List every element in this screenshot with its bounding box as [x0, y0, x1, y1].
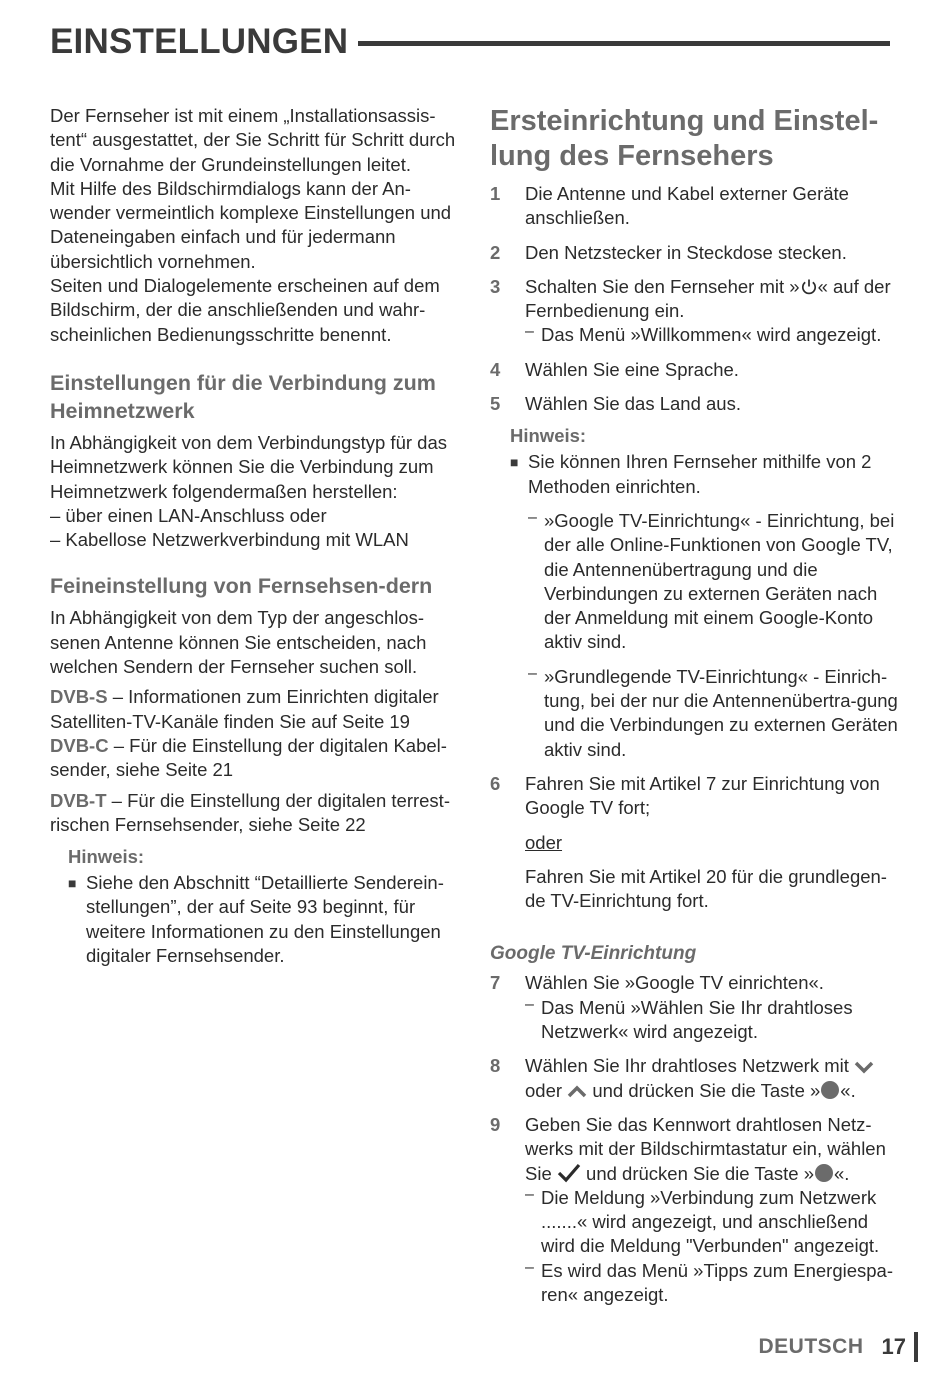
- note-bullet: [510, 450, 902, 499]
- setup-note: [510, 424, 902, 762]
- step-number: 6: [490, 772, 501, 794]
- step-3: [490, 275, 902, 348]
- google-setup-heading: Google TV-Einrichtung: [490, 943, 697, 965]
- dvbt-label: DVB-T: [50, 789, 107, 811]
- step-6: [490, 772, 902, 913]
- header-rule: [358, 41, 890, 46]
- step-number: 3: [490, 275, 501, 297]
- step-text: Wählen Sie »Google TV einrichten«.: [525, 972, 824, 994]
- step-9: [490, 1113, 902, 1307]
- arrow-up-icon: [567, 1084, 587, 1100]
- step-1: [490, 182, 902, 231]
- step-2: [490, 241, 902, 265]
- dvbs-paragraph: [50, 685, 460, 734]
- dvbc-paragraph: [50, 734, 460, 783]
- note-sub-google: – »Google TV-Einrichtung« - Einrichtung, bei der alle Online-Funktionen von Google TV, die Antennenübertragung und die Verbindungen zu externen Geräten nach der Anmeldung mit einem Google-Konto aktiv sind.: [528, 508, 895, 653]
- step-text: Wählen Sie eine Sprache.: [525, 358, 739, 380]
- section-heading-network: Einstellungen für die Verbindung zum Heimnetzwerk: [50, 370, 436, 423]
- footer-language: DEUTSCH: [758, 1335, 864, 1358]
- arrow-down-icon: [854, 1059, 874, 1075]
- step-sub: – Das Menü »Willkommen« wird angezeigt.: [525, 323, 882, 346]
- note-text: Sie können Ihren Fernseher mithilfe von 2 Methoden einrichten.: [528, 451, 872, 497]
- dvbt-paragraph: [50, 789, 460, 838]
- step-number: 1: [490, 183, 501, 204]
- network-item-lan: – über einen LAN-Anschluss oder: [50, 504, 327, 526]
- left-column: [50, 104, 460, 968]
- power-icon: [800, 278, 818, 296]
- step-sub-2: – Es wird das Menü »Tipps zum Energiespa-ren« angezeigt.: [525, 1258, 893, 1305]
- ok-button-icon: [820, 1080, 840, 1100]
- intro-paragraph-1: Der Fernseher ist mit einem „Installationsassis-tent“ ausgestattet, der Sie Schritt für Schritt durch die Vornahme der Grundeinstellungen leitet.: [50, 105, 456, 175]
- step-4: [490, 358, 902, 382]
- page-header: [50, 22, 890, 62]
- step-number: 2: [490, 241, 501, 263]
- dvbc-label: DVB-C: [50, 734, 109, 756]
- section-heading-setup: Ersteinrichtung und Einstel-lung des Fernsehers: [490, 105, 879, 172]
- checkmark-icon: [557, 1163, 581, 1183]
- step-text: Die Antenne und Kabel externer Geräte anschließen.: [525, 183, 849, 229]
- step-sub-1: – Die Meldung »Verbindung zum Netzwerk .......« wird angezeigt, und anschließend wird die Meldung "Verbunden" angezeigt.: [525, 1185, 880, 1257]
- oder-text: oder: [525, 831, 563, 853]
- step-sub: – Das Menü »Wählen Sie Ihr drahtloses Netzwerk« wird angezeigt.: [525, 995, 853, 1043]
- step-number: 4: [490, 358, 501, 380]
- step-7: [490, 971, 902, 1044]
- ok-button-icon: [814, 1163, 834, 1183]
- page-number: 17: [882, 1332, 918, 1362]
- bullet-square-icon: ■: [510, 454, 519, 471]
- intro-paragraph-3: Seiten und Dialogelemente erscheinen auf dem Bildschirm, der die anschließenden und wahr-scheinlichen Bedienungsschritte benennt.: [50, 275, 440, 345]
- intro-paragraph-2: Mit Hilfe des Bildschirmdialogs kann der An-wender vermeintlich komplexe Einstellungen und Dateneingaben einfach und für jedermann übersichtlich vornehmen.: [50, 177, 452, 272]
- step-text: Fahren Sie mit Artikel 7 zur Einrichtung von Google TV fort;: [525, 772, 880, 819]
- dvbt-text: – Für die Einstellung der digitalen terrest-rischen Fernsehsender, siehe Seite 22: [50, 789, 450, 835]
- step-text: Wählen Sie das Land aus.: [525, 393, 741, 415]
- note-bullet: [68, 871, 460, 968]
- step-alt-text: Fahren Sie mit Artikel 20 für die grundlegen-de TV-Einrichtung fort.: [525, 865, 887, 912]
- network-paragraph: In Abhängigkeit von dem Verbindungstyp für das Heimnetzwerk können Sie die Verbindung zum Heimnetzwerk folgendermaßen herstellen:: [50, 431, 447, 502]
- network-item-wlan: – Kabellose Netzwerkverbindung mit WLAN: [50, 529, 409, 551]
- dvbc-text: – Für die Einstellung der digitalen Kabel-sender, siehe Seite 21: [50, 734, 447, 781]
- note-sub-basic: – »Grundlegende TV-Einrichtung« - Einrich-tung, bei der nur die Antennenübertra-gung und die Verbindungen zu externen Geräten aktiv sind.: [528, 664, 898, 760]
- tuning-paragraph: In Abhängigkeit von dem Typ der angeschlos-senen Antenne können Sie entscheiden, nach welchen Sendern der Fernseher suchen soll.: [50, 607, 427, 678]
- dvbs-label: DVB-S: [50, 686, 108, 708]
- step-number: 7: [490, 972, 501, 994]
- step-text: Den Netzstecker in Steckdose stecken.: [525, 241, 847, 263]
- step-text: Schalten Sie den Fernseher mit » « auf der Fernbedienung ein.: [525, 275, 891, 322]
- step-5: [490, 392, 902, 416]
- step-number: 8: [490, 1055, 501, 1077]
- step-8: [490, 1054, 902, 1103]
- right-column: [490, 104, 902, 1307]
- steps-list: [490, 182, 902, 416]
- step-text: Geben Sie das Kennwort drahtlosen Netz-werks mit der Bildschirmtastatur ein, wählen Sie und drücken Sie die Taste » «.: [525, 1113, 886, 1184]
- tuning-note: [68, 845, 460, 968]
- section-heading-tuning: Feineinstellung von Fernsehsen-dern: [50, 574, 433, 599]
- note-title: Hinweis:: [510, 425, 587, 447]
- note-title: Hinweis:: [68, 846, 145, 868]
- step-number: 9: [490, 1113, 501, 1135]
- note-text: Siehe den Abschnitt “Detaillierte Senderein-stellungen”, der auf Seite 93 beginnt, für weitere Informationen zu den Einstellungen digitaler Fernsehsender.: [86, 872, 444, 967]
- step-text: Wählen Sie Ihr drahtloses Netzwerk mit oder und drücken Sie die Taste » «.: [525, 1054, 902, 1103]
- page-title: EINSTELLUNGEN: [50, 22, 349, 61]
- step-number: 5: [490, 393, 501, 415]
- bullet-square-icon: ■: [68, 875, 77, 892]
- dvbs-text: – Informationen zum Einrichten digitaler Satelliten-TV-Kanäle finden Sie auf Seite 19: [50, 686, 439, 732]
- page-footer: [759, 1330, 919, 1364]
